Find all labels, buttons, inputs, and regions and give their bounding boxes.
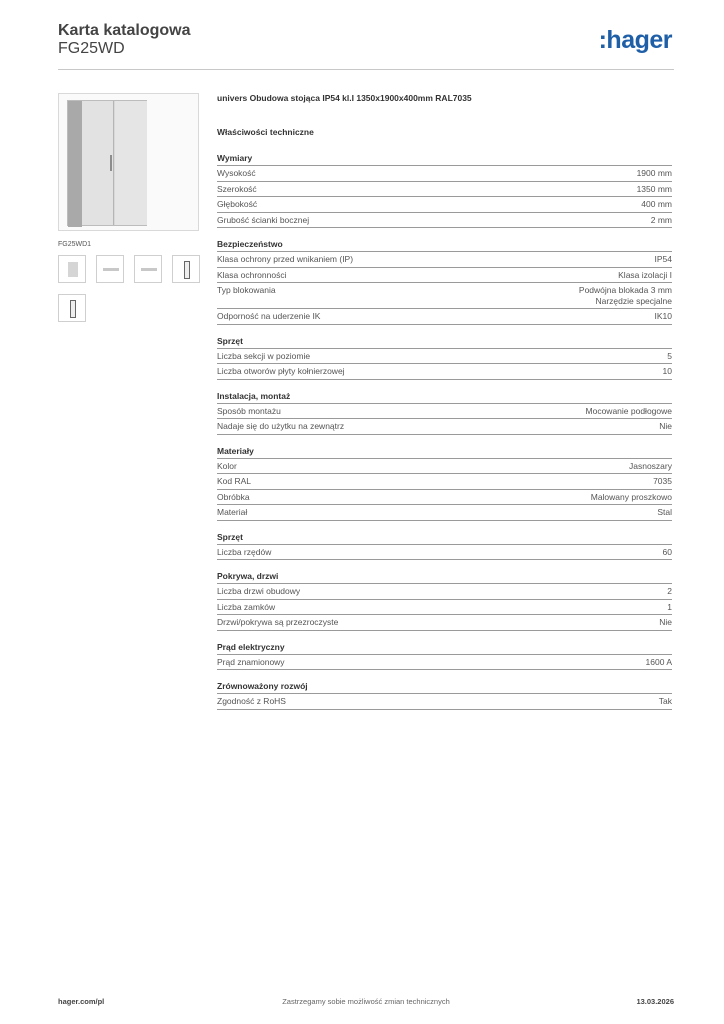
spec-label: Kod RAL [217, 476, 252, 486]
page-header [58, 22, 674, 70]
spec-row [217, 213, 672, 229]
spec-value: 1900 mm [636, 168, 672, 178]
spec-value: IK10 [654, 311, 672, 321]
spec-value: Malowany proszkowo [590, 491, 672, 502]
spec-row [217, 545, 672, 561]
footer-website-link[interactable]: hager.com/pl [58, 997, 105, 1006]
spec-label: Głębokość [217, 199, 258, 209]
spec-label: Typ blokowania [217, 285, 276, 295]
product-title: univers Obudowa stojąca IP54 kl.I 1350x1900x400mm RAL7035 [217, 93, 472, 103]
spec-section [217, 336, 672, 380]
cabinet-door-right [115, 101, 147, 225]
spec-row [217, 655, 672, 671]
thumbnail-side-view[interactable] [172, 255, 200, 283]
spec-value: 10 [662, 366, 672, 376]
spec-label: Obróbka [217, 491, 250, 502]
spec-label: Prąd znamionowy [217, 656, 285, 667]
spec-row [217, 349, 672, 365]
spec-section-title: Bezpieczeństwo [217, 239, 672, 252]
spec-row [217, 252, 672, 268]
spec-section [217, 642, 672, 671]
spec-section-title: Instalacja, montaż [217, 391, 672, 404]
spec-row [217, 459, 672, 475]
spec-label: Grubość ścianki bocznej [217, 214, 310, 225]
spec-label: Szerokość [217, 183, 257, 194]
spec-label: Materiał [217, 507, 248, 517]
spec-section [217, 571, 672, 631]
spec-value: Nie [659, 421, 672, 431]
footer-date: 13.03.2026 [636, 997, 674, 1006]
spec-section [217, 681, 672, 710]
footer-note: Zastrzegamy sobie możliwość zmian technicznych [282, 997, 450, 1006]
spec-row [217, 584, 672, 600]
spec-section [217, 391, 672, 435]
spec-value: 5 [667, 350, 672, 361]
image-code: FG25WD1 [58, 241, 92, 248]
spec-row [217, 283, 672, 309]
spec-value: Klasa izolacji I [618, 269, 672, 280]
thumbnail-side-view-2[interactable] [58, 294, 86, 322]
spec-value: 2 mm [650, 214, 672, 225]
cabinet-side-panel [68, 101, 82, 227]
spec-value: 2 [667, 586, 672, 596]
spec-section-title: Prąd elektryczny [217, 642, 672, 655]
spec-row [217, 600, 672, 616]
thumbnail-gallery [58, 255, 198, 322]
spec-value: Nie [659, 617, 672, 627]
spec-row [217, 166, 672, 182]
product-main-image[interactable] [58, 93, 199, 231]
thumbnail-plate-view[interactable] [134, 255, 162, 283]
spec-value: Podwójna blokada 3 mm Narzędzie specjalne [578, 285, 672, 306]
door-handle-icon [110, 155, 112, 171]
technical-properties-heading: Właściwości techniczne [217, 127, 314, 137]
spec-label: Wysokość [217, 168, 256, 178]
spec-section-title: Wymiary [217, 153, 672, 166]
spec-label: Liczba rzędów [217, 546, 272, 557]
cabinet-illustration [67, 100, 147, 226]
spec-value: IP54 [654, 254, 672, 264]
spec-section-title: Materiały [217, 446, 672, 459]
spec-row [217, 364, 672, 380]
spec-row [217, 490, 672, 506]
spec-row [217, 268, 672, 284]
spec-row [217, 474, 672, 490]
spec-section [217, 239, 672, 325]
spec-label: Klasa ochrony przed wnikaniem (IP) [217, 254, 354, 264]
spec-section [217, 532, 672, 561]
hager-logo[interactable]: :hager [598, 26, 672, 54]
spec-value: 60 [662, 546, 672, 557]
side-view-icon [184, 261, 190, 279]
spec-label: Liczba sekcji w poziomie [217, 350, 311, 361]
plate-view-icon [141, 268, 157, 271]
spec-value: 7035 [653, 476, 672, 486]
spec-value: Tak [658, 696, 672, 706]
spec-label: Nadaje się do użytku na zewnątrz [217, 421, 345, 431]
spec-label: Liczba otworów płyty kołnierzowej [217, 366, 345, 376]
side-view-icon [70, 300, 76, 318]
spec-value: 400 mm [641, 199, 672, 209]
spec-label: Sposób montażu [217, 405, 281, 416]
spec-row [217, 182, 672, 198]
spec-section [217, 153, 672, 228]
spec-row [217, 309, 672, 325]
spec-label: Odporność na uderzenie IK [217, 311, 321, 321]
spec-row [217, 615, 672, 631]
spec-row [217, 694, 672, 710]
spec-value: Mocowanie podłogowe [585, 405, 672, 416]
spec-row [217, 197, 672, 213]
spec-label: Liczba drzwi obudowy [217, 586, 301, 596]
spec-row [217, 419, 672, 435]
spec-value: Stal [657, 507, 672, 517]
spec-value: 1350 mm [636, 183, 672, 194]
thumbnail-top-view[interactable] [96, 255, 124, 283]
thumbnail-front-view[interactable] [58, 255, 86, 283]
spec-label: Zgodność z RoHS [217, 696, 286, 706]
plate-view-icon [103, 268, 119, 271]
spec-label: Drzwi/pokrywa są przezroczyste [217, 617, 339, 627]
product-details [217, 93, 672, 710]
spec-value: 1 [667, 601, 672, 612]
spec-section-title: Sprzęt [217, 532, 672, 545]
spec-label: Klasa ochronności [217, 269, 287, 280]
document-title: Karta katalogowa [58, 22, 191, 39]
spec-section-title: Sprzęt [217, 336, 672, 349]
spec-section-title: Pokrywa, drzwi [217, 571, 672, 584]
spec-value: 1600 A [645, 656, 672, 667]
product-reference: FG25WD [58, 40, 125, 57]
product-images-column [58, 93, 198, 322]
spec-label: Kolor [217, 460, 237, 471]
spec-sections [217, 153, 672, 710]
spec-label: Liczba zamków [217, 601, 276, 612]
spec-section-title: Zrównoważony rozwój [217, 681, 672, 694]
spec-value: Jasnoszary [629, 460, 672, 471]
spec-row [217, 505, 672, 521]
spec-row [217, 404, 672, 420]
spec-section [217, 446, 672, 521]
front-view-icon [68, 262, 78, 277]
